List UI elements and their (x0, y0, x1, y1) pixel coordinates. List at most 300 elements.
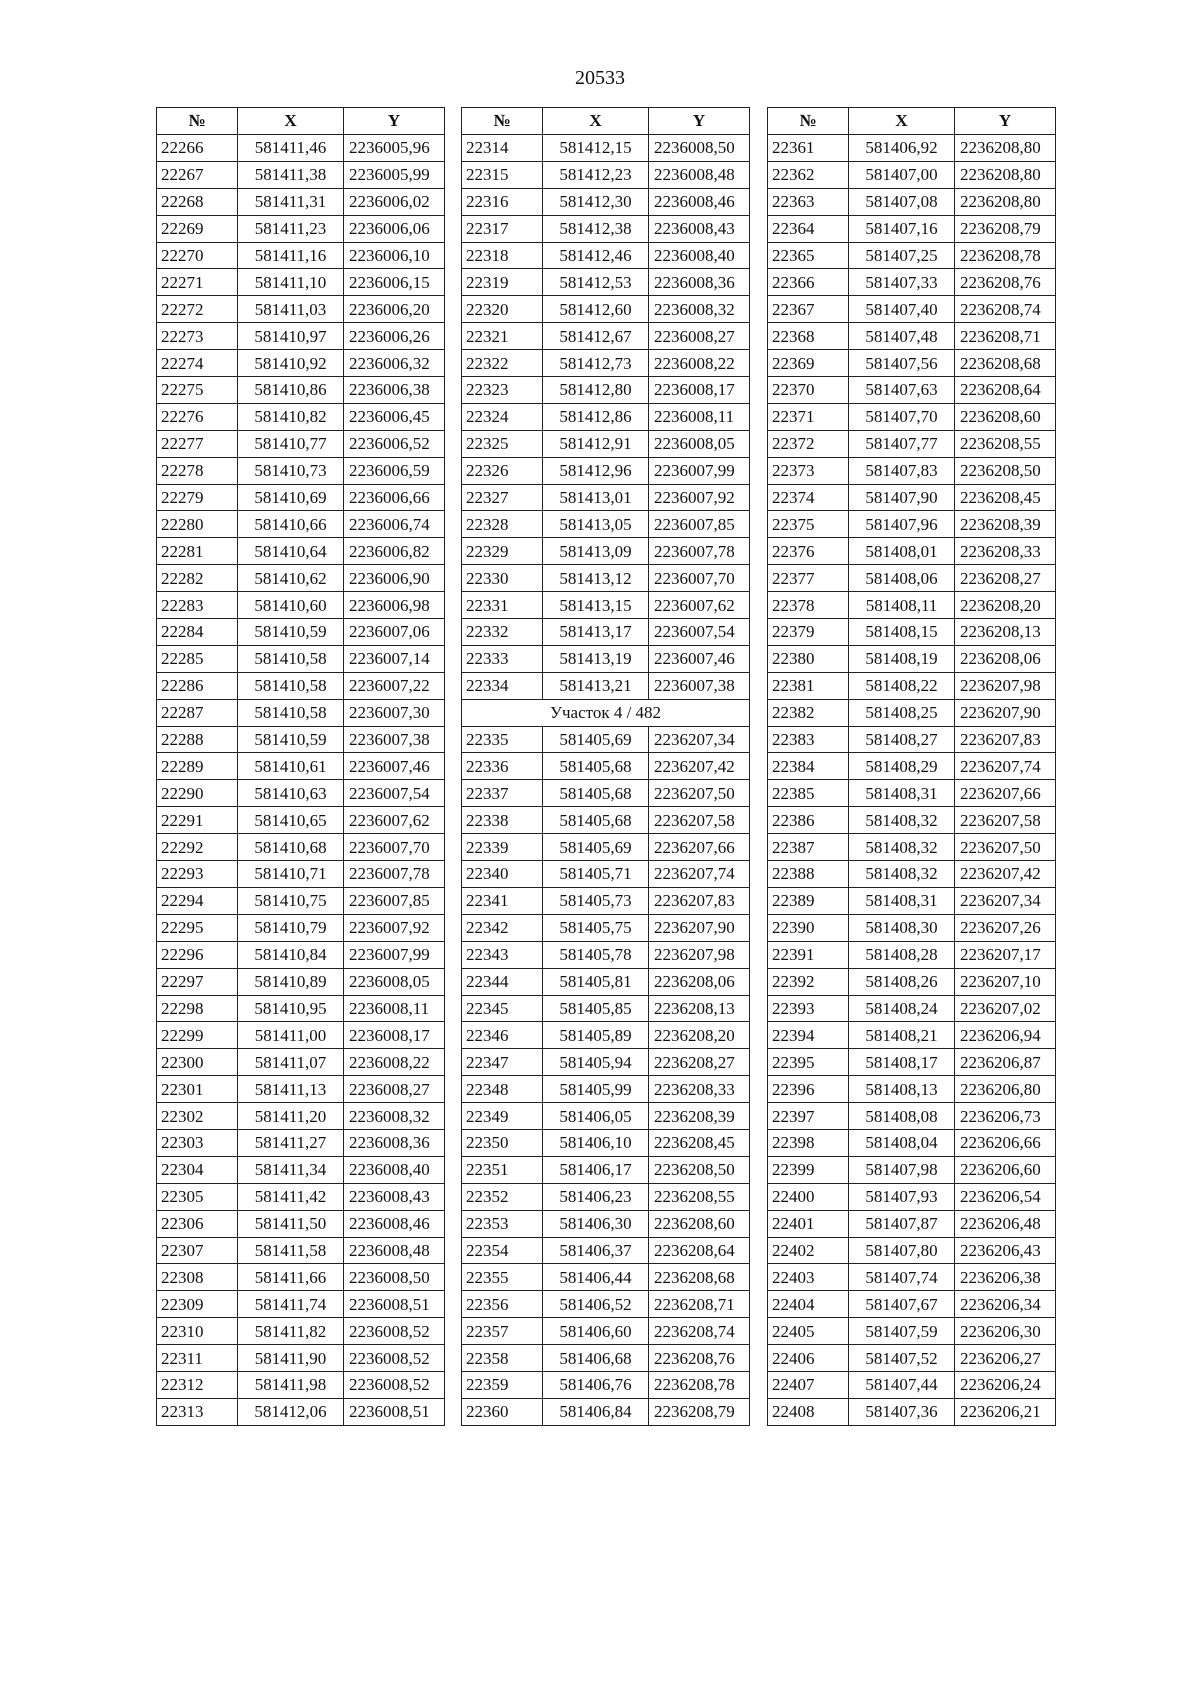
point-number-cell: 22317 (462, 215, 543, 242)
y-coordinate-cell: 2236206,48 (955, 1210, 1056, 1237)
x-coordinate-cell: 581406,30 (543, 1210, 649, 1237)
coordinates-table-1 (156, 107, 445, 1426)
y-coordinate-cell: 2236208,50 (649, 1156, 750, 1183)
table-row (462, 1210, 750, 1237)
x-coordinate-cell: 581410,77 (238, 430, 344, 457)
point-number-cell: 22325 (462, 430, 543, 457)
x-coordinate-cell: 581412,46 (543, 242, 649, 269)
point-number-cell: 22288 (157, 726, 238, 753)
y-coordinate-cell: 2236208,55 (955, 430, 1056, 457)
point-number-cell: 22383 (768, 726, 849, 753)
y-coordinate-cell: 2236208,27 (649, 1049, 750, 1076)
y-coordinate-cell: 2236208,64 (649, 1237, 750, 1264)
x-coordinate-cell: 581407,70 (849, 403, 955, 430)
y-coordinate-cell: 2236007,62 (649, 592, 750, 619)
table-row (768, 511, 1056, 538)
table-row (157, 645, 445, 672)
x-coordinate-cell: 581405,78 (543, 941, 649, 968)
table-row (768, 672, 1056, 699)
y-coordinate-cell: 2236006,26 (344, 323, 445, 350)
point-number-cell: 22303 (157, 1129, 238, 1156)
y-coordinate-cell: 2236208,71 (955, 323, 1056, 350)
y-coordinate-cell: 2236208,45 (955, 484, 1056, 511)
table-row (462, 1318, 750, 1345)
x-coordinate-cell: 581410,61 (238, 753, 344, 780)
point-number-cell: 22347 (462, 1049, 543, 1076)
x-coordinate-cell: 581408,31 (849, 887, 955, 914)
point-number-cell: 22400 (768, 1183, 849, 1210)
y-coordinate-cell: 2236007,92 (649, 484, 750, 511)
x-coordinate-cell: 581413,05 (543, 511, 649, 538)
y-coordinate-cell: 2236006,32 (344, 350, 445, 377)
point-number-cell: 22294 (157, 887, 238, 914)
table-row (462, 834, 750, 861)
table-row (157, 323, 445, 350)
table-row (462, 1183, 750, 1210)
table-row (462, 403, 750, 430)
y-coordinate-cell: 2236206,38 (955, 1264, 1056, 1291)
y-coordinate-cell: 2236207,26 (955, 914, 1056, 941)
y-coordinate-cell: 2236208,80 (955, 135, 1056, 162)
table-row (157, 296, 445, 323)
x-coordinate-cell: 581405,99 (543, 1076, 649, 1103)
x-coordinate-cell: 581411,38 (238, 161, 344, 188)
x-coordinate-cell: 581411,42 (238, 1183, 344, 1210)
point-number-cell: 22371 (768, 403, 849, 430)
x-coordinate-cell: 581410,84 (238, 941, 344, 968)
y-coordinate-cell: 2236207,58 (955, 807, 1056, 834)
y-coordinate-cell: 2236206,30 (955, 1318, 1056, 1345)
x-coordinate-cell: 581407,74 (849, 1264, 955, 1291)
point-number-cell: 22340 (462, 861, 543, 888)
x-coordinate-cell: 581410,59 (238, 619, 344, 646)
table-row (462, 430, 750, 457)
y-coordinate-cell: 2236208,64 (955, 377, 1056, 404)
point-number-cell: 22333 (462, 645, 543, 672)
x-coordinate-cell: 581410,60 (238, 592, 344, 619)
table-row (768, 914, 1056, 941)
x-coordinate-cell: 581411,90 (238, 1345, 344, 1372)
point-number-cell: 22345 (462, 995, 543, 1022)
y-coordinate-cell: 2236208,76 (649, 1345, 750, 1372)
x-coordinate-cell: 581412,15 (543, 135, 649, 162)
point-number-cell: 22275 (157, 377, 238, 404)
y-coordinate-cell: 2236007,54 (344, 780, 445, 807)
table-row (462, 1371, 750, 1398)
table-row (157, 1318, 445, 1345)
x-coordinate-cell: 581410,92 (238, 350, 344, 377)
x-coordinate-cell: 581410,75 (238, 887, 344, 914)
table-row (768, 941, 1056, 968)
table-row (462, 1156, 750, 1183)
table-row (768, 1371, 1056, 1398)
table-row (462, 269, 750, 296)
table-row (157, 1076, 445, 1103)
y-coordinate-cell: 2236008,48 (649, 161, 750, 188)
y-coordinate-cell: 2236007,30 (344, 699, 445, 726)
x-coordinate-cell: 581410,89 (238, 968, 344, 995)
y-coordinate-cell: 2236207,50 (955, 834, 1056, 861)
point-number-cell: 22332 (462, 619, 543, 646)
point-number-cell: 22323 (462, 377, 543, 404)
table-row (462, 377, 750, 404)
table-row (768, 430, 1056, 457)
y-coordinate-cell: 2236007,85 (344, 887, 445, 914)
x-coordinate-cell: 581410,95 (238, 995, 344, 1022)
table-row (157, 672, 445, 699)
table-row (157, 834, 445, 861)
y-coordinate-cell: 2236208,27 (955, 565, 1056, 592)
y-coordinate-cell: 2236207,10 (955, 968, 1056, 995)
x-coordinate-cell: 581407,36 (849, 1398, 955, 1425)
table-row (462, 565, 750, 592)
y-coordinate-cell: 2236008,40 (344, 1156, 445, 1183)
x-coordinate-cell: 581411,66 (238, 1264, 344, 1291)
y-coordinate-cell: 2236006,45 (344, 403, 445, 430)
point-number-cell: 22300 (157, 1049, 238, 1076)
y-coordinate-cell: 2236006,20 (344, 296, 445, 323)
y-coordinate-cell: 2236007,70 (344, 834, 445, 861)
y-coordinate-cell: 2236008,36 (344, 1129, 445, 1156)
y-coordinate-cell: 2236208,20 (955, 592, 1056, 619)
table-row (768, 1345, 1056, 1372)
point-number-cell: 22365 (768, 242, 849, 269)
table-row (462, 457, 750, 484)
y-coordinate-cell: 2236208,06 (649, 968, 750, 995)
table-row (157, 592, 445, 619)
x-coordinate-cell: 581405,85 (543, 995, 649, 1022)
point-number-cell: 22404 (768, 1291, 849, 1318)
x-coordinate-cell: 581412,96 (543, 457, 649, 484)
table-row (157, 135, 445, 162)
table-row (157, 1022, 445, 1049)
x-coordinate-cell: 581408,06 (849, 565, 955, 592)
point-number-cell: 22379 (768, 619, 849, 646)
y-coordinate-cell: 2236206,80 (955, 1076, 1056, 1103)
y-coordinate-cell: 2236207,98 (955, 672, 1056, 699)
x-coordinate-cell: 581406,76 (543, 1371, 649, 1398)
point-number-cell: 22328 (462, 511, 543, 538)
y-coordinate-cell: 2236006,15 (344, 269, 445, 296)
header-x: X (849, 108, 955, 135)
y-coordinate-cell: 2236208,06 (955, 645, 1056, 672)
y-coordinate-cell: 2236206,27 (955, 1345, 1056, 1372)
x-coordinate-cell: 581413,15 (543, 592, 649, 619)
point-number-cell: 22360 (462, 1398, 543, 1425)
table-row (157, 753, 445, 780)
x-coordinate-cell: 581407,63 (849, 377, 955, 404)
x-coordinate-cell: 581410,58 (238, 672, 344, 699)
point-number-cell: 22386 (768, 807, 849, 834)
table-row (768, 1022, 1056, 1049)
point-number-cell: 22306 (157, 1210, 238, 1237)
table-row (462, 914, 750, 941)
table-row (768, 377, 1056, 404)
point-number-cell: 22361 (768, 135, 849, 162)
x-coordinate-cell: 581407,25 (849, 242, 955, 269)
table-body (157, 135, 445, 1426)
x-coordinate-cell: 581410,65 (238, 807, 344, 834)
y-coordinate-cell: 2236208,39 (955, 511, 1056, 538)
y-coordinate-cell: 2236007,38 (649, 672, 750, 699)
x-coordinate-cell: 581411,13 (238, 1076, 344, 1103)
table-row (462, 1022, 750, 1049)
x-coordinate-cell: 581407,77 (849, 430, 955, 457)
table-row (462, 807, 750, 834)
point-number-cell: 22356 (462, 1291, 543, 1318)
x-coordinate-cell: 581411,03 (238, 296, 344, 323)
point-number-cell: 22390 (768, 914, 849, 941)
table-row (768, 592, 1056, 619)
table-row (462, 135, 750, 162)
point-number-cell: 22271 (157, 269, 238, 296)
x-coordinate-cell: 581408,17 (849, 1049, 955, 1076)
table-row (768, 834, 1056, 861)
y-coordinate-cell: 2236007,70 (649, 565, 750, 592)
point-number-cell: 22374 (768, 484, 849, 511)
point-number-cell: 22290 (157, 780, 238, 807)
point-number-cell: 22372 (768, 430, 849, 457)
table-row (768, 188, 1056, 215)
x-coordinate-cell: 581408,26 (849, 968, 955, 995)
y-coordinate-cell: 2236007,92 (344, 914, 445, 941)
table-row (462, 887, 750, 914)
x-coordinate-cell: 581410,73 (238, 457, 344, 484)
table-row (462, 1103, 750, 1130)
x-coordinate-cell: 581407,96 (849, 511, 955, 538)
x-coordinate-cell: 581411,20 (238, 1103, 344, 1130)
table-row (157, 484, 445, 511)
table-row (462, 242, 750, 269)
table-row (462, 672, 750, 699)
y-coordinate-cell: 2236208,79 (649, 1398, 750, 1425)
coordinates-table-3 (767, 107, 1056, 1426)
y-coordinate-cell: 2236008,51 (344, 1291, 445, 1318)
table-row (157, 619, 445, 646)
point-number-cell: 22278 (157, 457, 238, 484)
point-number-cell: 22276 (157, 403, 238, 430)
x-coordinate-cell: 581405,68 (543, 780, 649, 807)
y-coordinate-cell: 2236208,79 (955, 215, 1056, 242)
x-coordinate-cell: 581408,22 (849, 672, 955, 699)
y-coordinate-cell: 2236008,46 (344, 1210, 445, 1237)
y-coordinate-cell: 2236208,74 (649, 1318, 750, 1345)
point-number-cell: 22366 (768, 269, 849, 296)
point-number-cell: 22283 (157, 592, 238, 619)
x-coordinate-cell: 581407,33 (849, 269, 955, 296)
table-row (462, 645, 750, 672)
point-number-cell: 22321 (462, 323, 543, 350)
table-row (157, 1264, 445, 1291)
y-coordinate-cell: 2236008,11 (344, 995, 445, 1022)
table-body (462, 135, 750, 1426)
table-row (157, 807, 445, 834)
point-number-cell: 22355 (462, 1264, 543, 1291)
table-row (462, 968, 750, 995)
y-coordinate-cell: 2236207,74 (649, 861, 750, 888)
table-row (768, 780, 1056, 807)
table-row (768, 1049, 1056, 1076)
y-coordinate-cell: 2236008,52 (344, 1371, 445, 1398)
point-number-cell: 22320 (462, 296, 543, 323)
x-coordinate-cell: 581411,00 (238, 1022, 344, 1049)
x-coordinate-cell: 581411,34 (238, 1156, 344, 1183)
point-number-cell: 22387 (768, 834, 849, 861)
point-number-cell: 22287 (157, 699, 238, 726)
y-coordinate-cell: 2236208,33 (955, 538, 1056, 565)
x-coordinate-cell: 581408,21 (849, 1022, 955, 1049)
table-row (768, 457, 1056, 484)
table-row (462, 753, 750, 780)
y-coordinate-cell: 2236007,14 (344, 645, 445, 672)
y-coordinate-cell: 2236207,34 (649, 726, 750, 753)
y-coordinate-cell: 2236008,27 (649, 323, 750, 350)
x-coordinate-cell: 581405,81 (543, 968, 649, 995)
table-row (768, 269, 1056, 296)
point-number-cell: 22339 (462, 834, 543, 861)
y-coordinate-cell: 2236008,17 (344, 1022, 445, 1049)
table-row (157, 995, 445, 1022)
x-coordinate-cell: 581411,98 (238, 1371, 344, 1398)
y-coordinate-cell: 2236208,80 (955, 161, 1056, 188)
table-row (157, 1398, 445, 1425)
y-coordinate-cell: 2236206,21 (955, 1398, 1056, 1425)
x-coordinate-cell: 581412,67 (543, 323, 649, 350)
table-row (768, 619, 1056, 646)
x-coordinate-cell: 581410,68 (238, 834, 344, 861)
x-coordinate-cell: 581410,62 (238, 565, 344, 592)
table-body (768, 135, 1056, 1426)
x-coordinate-cell: 581408,13 (849, 1076, 955, 1103)
point-number-cell: 22302 (157, 1103, 238, 1130)
table-row (462, 538, 750, 565)
x-coordinate-cell: 581405,68 (543, 807, 649, 834)
header-number: № (768, 108, 849, 135)
y-coordinate-cell: 2236208,13 (649, 995, 750, 1022)
y-coordinate-cell: 2236007,78 (649, 538, 750, 565)
header-y: Y (649, 108, 750, 135)
y-coordinate-cell: 2236007,62 (344, 807, 445, 834)
point-number-cell: 22385 (768, 780, 849, 807)
table-row (768, 1183, 1056, 1210)
y-coordinate-cell: 2236208,78 (955, 242, 1056, 269)
x-coordinate-cell: 581412,30 (543, 188, 649, 215)
table-row (462, 1398, 750, 1425)
y-coordinate-cell: 2236008,05 (344, 968, 445, 995)
table-row (157, 1049, 445, 1076)
point-number-cell: 22284 (157, 619, 238, 646)
y-coordinate-cell: 2236207,50 (649, 780, 750, 807)
point-number-cell: 22406 (768, 1345, 849, 1372)
y-coordinate-cell: 2236206,54 (955, 1183, 1056, 1210)
table-row (462, 296, 750, 323)
table-row (157, 1291, 445, 1318)
point-number-cell: 22304 (157, 1156, 238, 1183)
point-number-cell: 22292 (157, 834, 238, 861)
x-coordinate-cell: 581410,71 (238, 861, 344, 888)
point-number-cell: 22296 (157, 941, 238, 968)
point-number-cell: 22346 (462, 1022, 543, 1049)
y-coordinate-cell: 2236006,52 (344, 430, 445, 457)
x-coordinate-cell: 581408,27 (849, 726, 955, 753)
table-header (157, 108, 445, 135)
table-row (157, 1156, 445, 1183)
point-number-cell: 22305 (157, 1183, 238, 1210)
x-coordinate-cell: 581408,32 (849, 834, 955, 861)
point-number-cell: 22389 (768, 887, 849, 914)
table-row (157, 887, 445, 914)
table-row (768, 1237, 1056, 1264)
y-coordinate-cell: 2236206,73 (955, 1103, 1056, 1130)
x-coordinate-cell: 581407,00 (849, 161, 955, 188)
y-coordinate-cell: 2236208,55 (649, 1183, 750, 1210)
point-number-cell: 22308 (157, 1264, 238, 1291)
x-coordinate-cell: 581412,23 (543, 161, 649, 188)
table-row (157, 726, 445, 753)
table-header (462, 108, 750, 135)
table-row (157, 699, 445, 726)
point-number-cell: 22408 (768, 1398, 849, 1425)
point-number-cell: 22392 (768, 968, 849, 995)
point-number-cell: 22319 (462, 269, 543, 296)
y-coordinate-cell: 2236008,51 (344, 1398, 445, 1425)
point-number-cell: 22324 (462, 403, 543, 430)
x-coordinate-cell: 581411,46 (238, 135, 344, 162)
table-row (768, 1398, 1056, 1425)
table-row (157, 968, 445, 995)
x-coordinate-cell: 581408,11 (849, 592, 955, 619)
x-coordinate-cell: 581408,30 (849, 914, 955, 941)
y-coordinate-cell: 2236208,68 (955, 350, 1056, 377)
point-number-cell: 22405 (768, 1318, 849, 1345)
y-coordinate-cell: 2236207,74 (955, 753, 1056, 780)
table-row (768, 350, 1056, 377)
table-row (462, 726, 750, 753)
y-coordinate-cell: 2236208,33 (649, 1076, 750, 1103)
table-row (157, 242, 445, 269)
point-number-cell: 22281 (157, 538, 238, 565)
x-coordinate-cell: 581406,52 (543, 1291, 649, 1318)
header-x: X (238, 108, 344, 135)
header-y: Y (344, 108, 445, 135)
x-coordinate-cell: 581406,68 (543, 1345, 649, 1372)
table-row (462, 941, 750, 968)
y-coordinate-cell: 2236006,10 (344, 242, 445, 269)
point-number-cell: 22282 (157, 565, 238, 592)
point-number-cell: 22394 (768, 1022, 849, 1049)
y-coordinate-cell: 2236007,54 (649, 619, 750, 646)
x-coordinate-cell: 581412,53 (543, 269, 649, 296)
point-number-cell: 22318 (462, 242, 543, 269)
x-coordinate-cell: 581407,40 (849, 296, 955, 323)
point-number-cell: 22376 (768, 538, 849, 565)
header-x: X (543, 108, 649, 135)
table-row (462, 1237, 750, 1264)
point-number-cell: 22407 (768, 1371, 849, 1398)
y-coordinate-cell: 2236008,36 (649, 269, 750, 296)
point-number-cell: 22299 (157, 1022, 238, 1049)
x-coordinate-cell: 581405,68 (543, 753, 649, 780)
table-row (768, 1264, 1056, 1291)
table-row (157, 511, 445, 538)
point-number-cell: 22402 (768, 1237, 849, 1264)
point-number-cell: 22344 (462, 968, 543, 995)
y-coordinate-cell: 2236208,60 (955, 403, 1056, 430)
header-y: Y (955, 108, 1056, 135)
table-row (462, 861, 750, 888)
point-number-cell: 22368 (768, 323, 849, 350)
table-row (768, 645, 1056, 672)
